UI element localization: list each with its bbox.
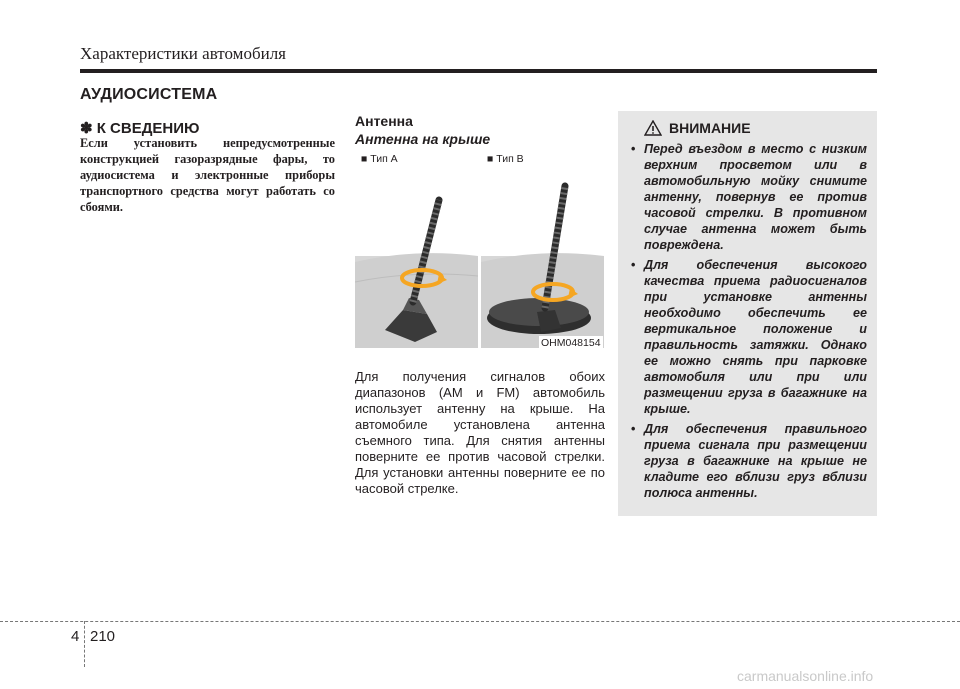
intro-heading: ✽ К СВЕДЕНИЮ — [80, 120, 200, 137]
figure-label-a: ■ Тип A — [361, 153, 398, 165]
antenna-body-text: Для получения сигналов обоих диапазонов (AM и FM) автомобиль использует антенну на крыше. На автомобиле установлена антенна съемного типа. Для снятия антенны поверните ее против часовой стрелки. Для установки антенны поверните ее по часовой стрелке. — [355, 369, 605, 496]
footer-rule — [0, 621, 960, 622]
warning-box — [618, 111, 877, 516]
section-heading: АУДИОСИСТЕМА — [80, 86, 218, 103]
warning-item — [629, 141, 867, 253]
watermark: carmanualsonline.info — [737, 668, 874, 684]
warning-list — [629, 141, 867, 505]
antenna-type-a-illustration — [355, 152, 478, 348]
warning-header — [644, 120, 751, 136]
warning-item — [629, 421, 867, 501]
warning-item-text: Перед въездом в место с низким верхним просветом или в автомобильную мойку снимите антенну, повернув ее против часовой стрелки. В противном случае антенна может быть повреждена. — [644, 142, 867, 252]
warning-item-text: Для обеспечения высокого качества приема радиосигналов при установке антенны необходимо обеспечить ее вертикальное положение и правильность затяжки. Однако ее можно снять при парковке автомобиля или при или размещении груза в багажнике на крыше. — [644, 258, 867, 416]
title-rule — [80, 69, 877, 73]
figure-type-a — [355, 152, 478, 348]
intro-text: Если установить непредусмотренные конструкцией газоразрядные фары, то аудиосистема и электронные приборы транспортного средства могут работать со сбоями. — [80, 136, 335, 214]
chapter-title: Характеристики автомобиля — [80, 44, 286, 63]
chapter-number: 4 — [71, 628, 80, 645]
warning-triangle-icon — [644, 120, 662, 136]
figure-type-b — [481, 152, 604, 348]
footer-divider — [84, 621, 85, 667]
bullet-icon: • — [631, 258, 636, 272]
warning-item — [629, 257, 867, 417]
figure-code: OHM048154 — [541, 337, 601, 349]
warning-title: ВНИМАНИЕ — [669, 120, 751, 136]
antenna-type-b-illustration — [481, 152, 604, 348]
bullet-icon: • — [631, 422, 636, 436]
warning-item-text: Для обеспечения правильного приема сигнала при размещении груза в багажнике на крыше не кладите его вблизи груз вблизи полюса антенны. — [644, 422, 867, 500]
antenna-heading: Антенна — [355, 113, 413, 129]
bullet-icon: • — [631, 142, 636, 156]
figure-label-b: ■ Тип B — [487, 153, 524, 165]
page-number: 210 — [90, 628, 116, 645]
antenna-subheading: Антенна на крыше — [355, 131, 491, 147]
